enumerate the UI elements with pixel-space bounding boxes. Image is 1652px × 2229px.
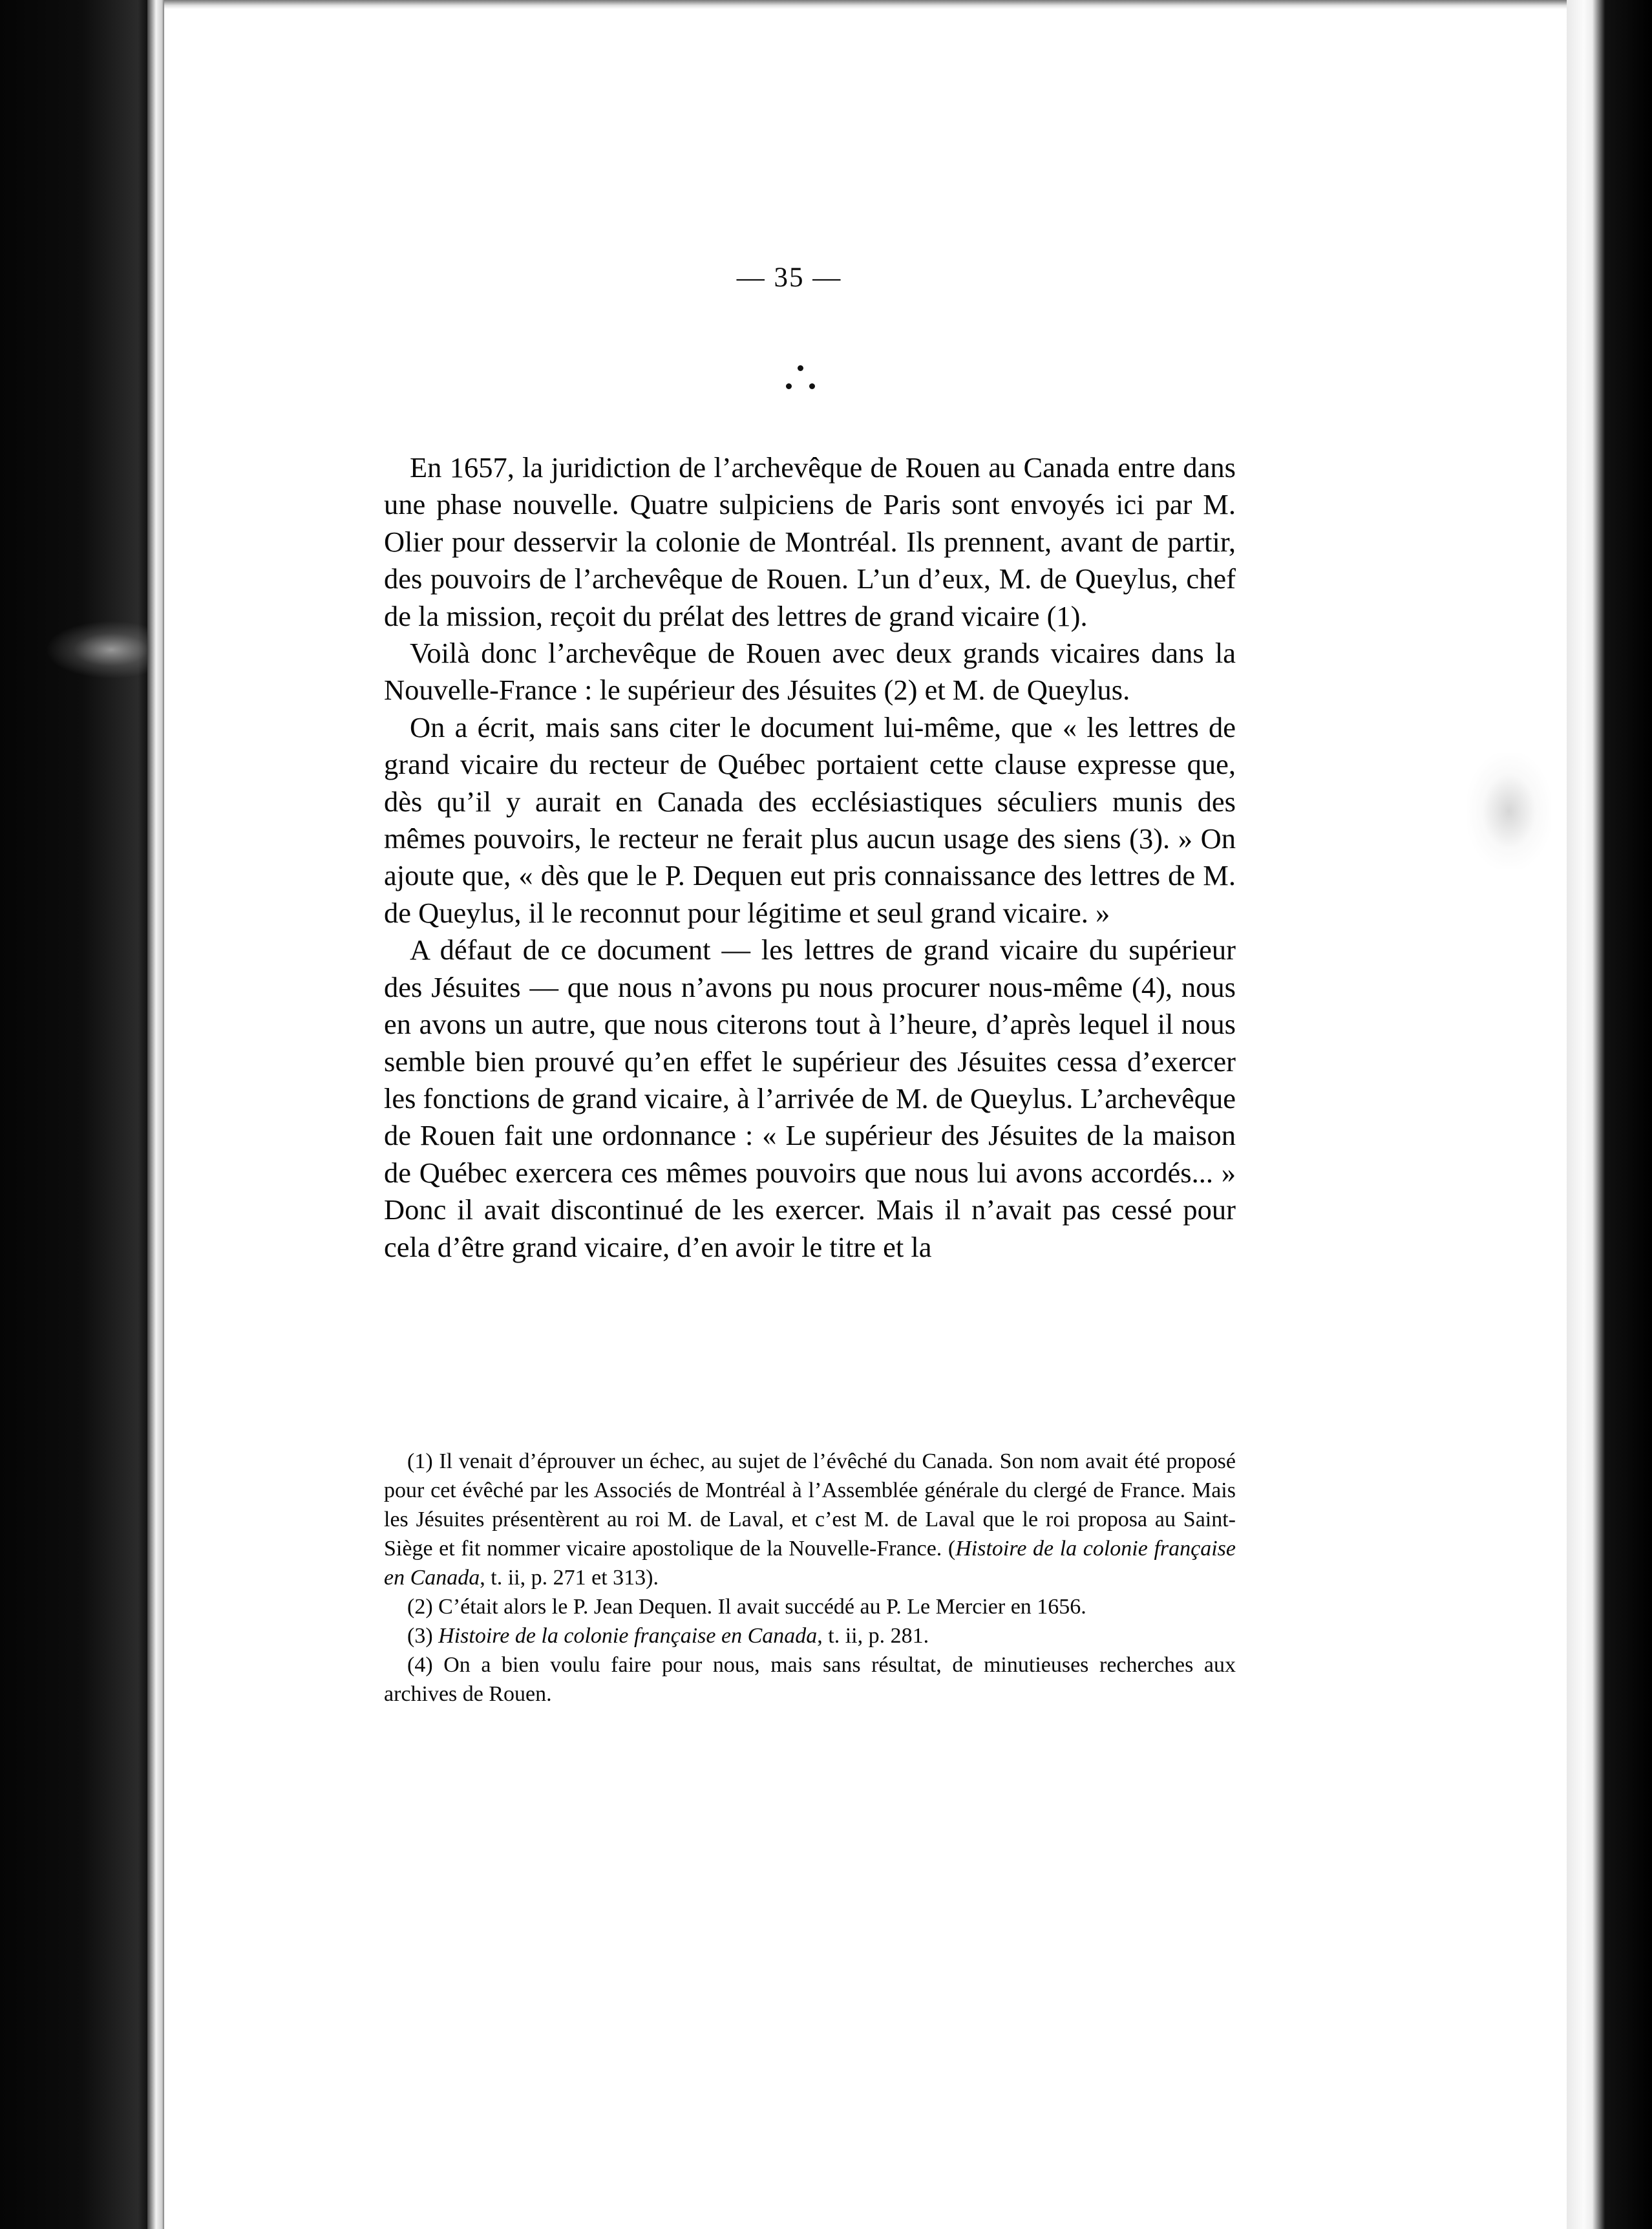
paragraph: En 1657, la juridiction de l’archevêque de Rouen au Canada entre dans une phase nouvelle. Quatre sulpiciens de Paris sont envoyés ici par M. Olier pour desservir la colonie de Montréal. Ils prennent, avant de partir, des pouvoirs de l’archevêque de Rouen. L’un d’eux, M. de Queylus, chef de la mission, reçoit du prélat des lettres de grand vicaire (1). — [384, 451, 1236, 632]
paragraph: Voilà donc l’archevêque de Rouen avec deux grands vicaires dans la Nouvelle-France : le supérieur des Jésuites (2) et M. de Queylus. — [384, 637, 1236, 707]
footnotes — [384, 1447, 1236, 1709]
footnote-1 — [384, 1447, 1236, 1592]
paragraph: A défaut de ce document — les lettres de grand vicaire du supérieur des Jésuites — que nous n’avons pu nous procurer nous-même (4), nous en avons un autre, que nous citerons tout à l’heure, d’après lequel il nous semble bien prouvé qu’en effet le supérieur des Jésuites cessa d’exercer les fonctions de grand vicaire, à l’arrivée de M. de Queylus. L’archevêque de Rouen fait une ordonnance : « Le supérieur des Jésuites de la maison de Québec exercera ces mêmes pouvoirs que nous lui avons accordés... » Donc il avait discontinué de les exercer. Mais il n’avait pas cessé pour cela d’être grand vicaire, d’en avoir le titre et la — [384, 933, 1236, 1263]
footnote-text: (1) Il venait d’éprouver un échec, au sujet de l’évêché du Canada. Son nom avait été proposé pour cet évêché par les Associés de Montréal à l’Assemblée générale du clergé de France. Mais les Jésuites présentèrent au roi M. de Laval, et c’est M. de Laval que le roi proposa au Saint-Siège et fit nommer vicaire apostolique de la Nouvelle-France. ( — [384, 1449, 1236, 1561]
footnote-4: (4) On a bien voulu faire pour nous, mais sans résultat, de minutieuses recherches aux archives de Rouen. — [384, 1653, 1236, 1706]
footnote-book-title: Histoire de la colonie française en Canada — [438, 1624, 818, 1648]
asterism-ornament — [782, 365, 821, 404]
scan-blemish — [1467, 753, 1551, 869]
footnote-book-title: Histoire de la colonie française en Canada — [384, 1537, 1236, 1590]
footnote-text: , t. ii, p. 271 et 313). — [480, 1566, 659, 1590]
footnote-2: (2) C’était alors le P. Jean Dequen. Il avait succédé au P. Le Mercier en 1656. — [407, 1595, 1086, 1619]
page-top-edge — [164, 0, 1567, 9]
body-text — [384, 449, 1236, 1266]
footnote-3 — [384, 1621, 1236, 1650]
left-facing-page-edge — [0, 0, 150, 2229]
footnote-text: , t. ii, p. 281. — [817, 1624, 929, 1648]
paragraph: On a écrit, mais sans citer le document lui-même, que « les lettres de grand vicaire du recteur de Québec portaient cette clause expresse que, dès qu’il y aurait en Canada des ecclésiastiques séculiers munis des mêmes pouvoirs, le recteur ne ferait plus aucun usage des siens (3). » On ajoute que, « dès que le P. Dequen eut pris connaissance des lettres de M. de Queylus, il le reconnut pour légitime et seul grand vicaire. » — [384, 710, 1236, 929]
page-number: — 35 — — [736, 262, 842, 293]
scan-speckle — [45, 621, 155, 679]
footnote-text: (3) — [407, 1624, 439, 1648]
right-page-edge — [1567, 0, 1652, 2229]
